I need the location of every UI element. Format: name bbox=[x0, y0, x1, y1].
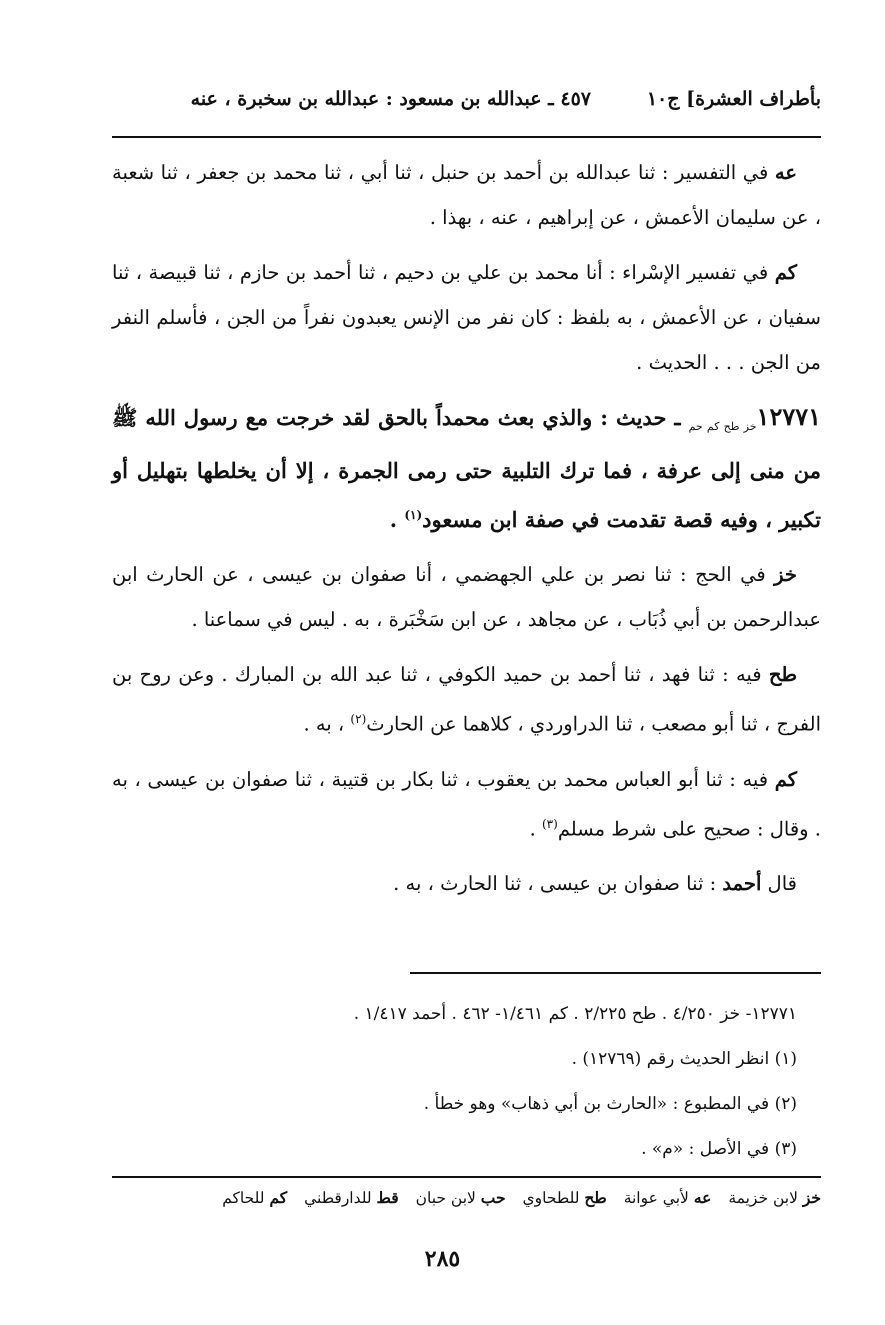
paragraph-text: في الحج : ثنا نصر بن علي الجهضمي ، أنا صفوان بن عيسى ، عن الحارث ابن عبدالرحمن بن أبي ذُبَاب ، عن مجاهد ، عن ابن سَخْبَرة ، به . ليس في سماعنا . bbox=[112, 563, 821, 632]
hadith-number: ١٢٧٧١ bbox=[756, 402, 821, 431]
source-code: كم bbox=[774, 767, 797, 791]
footnote: (١) انظر الحديث رقم (١٢٧٦٩) . bbox=[571, 1049, 797, 1069]
footnote: (٣) في الأصل : «م» . bbox=[641, 1139, 797, 1159]
legend-item: كم للحاكم bbox=[222, 1188, 288, 1207]
hadith-entry: $١٢٧٧١_{خز طح كم حم}$ ـ حديث : والذي بعث محمداً بالحق لقد خرجت مع رسول الله ﷺ من منى إلى عرفة ، فما ترك التلبية حتى رمى الجمرة ، إلا أن يخلطها بتهليل أو تكبير ، وفيه قصة تقدمت في صفة ابن مسعود$^{(١)}$ . bbox=[112, 402, 821, 533]
main-text bbox=[112, 150, 821, 916]
legend-item: قط للدارقطني bbox=[304, 1188, 399, 1207]
abbreviation-legend bbox=[112, 1188, 821, 1207]
source-code: عه bbox=[774, 161, 797, 184]
source-code: كم bbox=[774, 261, 797, 284]
footnotes bbox=[112, 992, 821, 1172]
paragraph: قال أحمد : ثنا صفوان بن عيسى ، ثنا الحارث ، به . bbox=[393, 872, 797, 896]
footnote-ref: (٢) bbox=[350, 712, 367, 727]
paragraph-text: : ثنا صفوان بن عيسى ، ثنا الحارث ، به . bbox=[393, 872, 723, 896]
hadith-source-codes: خز طح كم حم bbox=[688, 420, 757, 434]
paragraph-text: في التفسير : ثنا عبدالله بن أحمد بن حنبل ، ثنا أبي ، ثنا محمد بن جعفر ، ثنا شعبة ، عن سليمان الأعمش ، عن إبراهيم ، عنه ، بهذا . bbox=[112, 161, 821, 229]
legend-item: عه لأبي عوانة bbox=[623, 1188, 712, 1207]
paragraph-text: في تفسير الإسْراء : أنا محمد بن علي بن دحيم ، ثنا أحمد بن حازم ، ثنا قبيصة ، ثنا سفيان ، عن الأعمش ، به بلفظ : كان نفر من الإنس يعبدون نفراً من الجن ، فأسلم النفر من الجن . . . الحديث . bbox=[112, 261, 821, 374]
source-name: أحمد bbox=[722, 872, 762, 896]
paragraph: كم فيه : ثنا أبو العباس محمد بن يعقوب ، ثنا بكار بن قتيبة ، ثنا صفوان بن عيسى ، به . وقال : صحيح على شرط مسلم$^{(٣)}$ . bbox=[112, 767, 821, 841]
header-title: ٤٥٧ ـ عبدالله بن مسعود : عبدالله بن سخبرة ، عنه bbox=[190, 88, 591, 110]
paragraph-text: فيه : ثنا فهد ، ثنا أحمد بن حميد الكوفي ، ثنا عبد الله بن المبارك . وعن روح بن الفرج ، ثنا أبو مصعب ، ثنا الدراوردي ، كلاهما عن الحارث bbox=[112, 663, 821, 736]
hadith-text: ـ حديث : والذي بعث محمداً بالحق لقد خرجت مع رسول الله ﷺ من منى إلى عرفة ، فما ترك التلبية حتى رمى الجمرة ، إلا أن يخلطها بتهليل أو تكبير ، وفيه قصة تقدمت في صفة ابن مسعود bbox=[112, 405, 821, 533]
footnote-ref: (١) bbox=[404, 508, 423, 523]
paragraph: طح فيه : ثنا فهد ، ثنا أحمد بن حميد الكوفي ، ثنا عبد الله بن المبارك . وعن روح بن الفرج ، ثنا أبو مصعب ، ثنا الدراوردي ، كلاهما عن الحارث$^{(٢)}$ ، به . bbox=[112, 663, 821, 736]
header-volume: بأطراف العشرة] ج١٠ bbox=[646, 88, 821, 110]
footnote-rule bbox=[410, 972, 821, 974]
source-code: طح bbox=[768, 663, 797, 687]
legend-rule bbox=[112, 1176, 821, 1178]
running-header bbox=[112, 84, 821, 124]
legend-item: حب لابن حبان bbox=[415, 1188, 506, 1207]
paragraph bbox=[112, 250, 821, 385]
footnote-ref: (٣) bbox=[541, 816, 558, 831]
footnote: (٢) في المطبوع : «الحارث بن أبي ذهاب» وهو خطأ . bbox=[423, 1094, 797, 1114]
source-code: خز bbox=[774, 563, 797, 587]
page-number: ٢٨٥ bbox=[424, 1246, 461, 1272]
legend-item: طح للطحاوي bbox=[522, 1188, 607, 1207]
footnote: ١٢٧٧١- خز ٤/٢٥٠ . طح ٢/٢٢٥ . كم ١/٤٦١- ٤٦٢ . أحمد ١/٤١٧ . bbox=[353, 1004, 797, 1024]
paragraph bbox=[112, 150, 821, 240]
header-rule bbox=[112, 136, 821, 138]
paragraph bbox=[112, 552, 821, 642]
legend-item: خز لابن خزيمة bbox=[728, 1188, 821, 1207]
paragraph-text: فيه : ثنا أبو العباس محمد بن يعقوب ، ثنا بكار بن قتيبة ، ثنا صفوان بن عيسى ، به . وقال : صحيح على شرط مسلم bbox=[112, 767, 821, 841]
